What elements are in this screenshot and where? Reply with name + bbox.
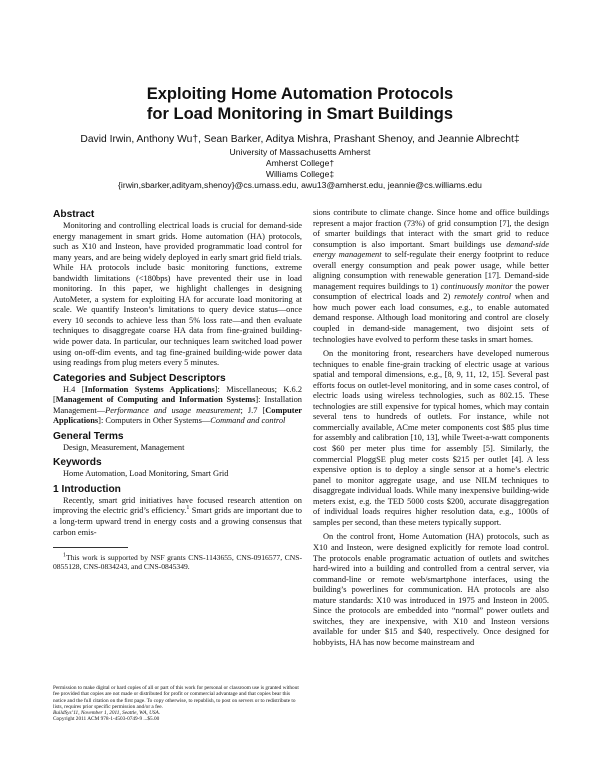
permission-text: Permission to make digital or hard copies of all or part of this work for personal or classroom use is granted without fee provided that copies are not made or distributed for profit or commercial advantage and that copies bear this notice and the full citation on the first page. To copy otherwise, to republish, to post on servers or to redistribute to lists, requires prior specific permission and/or a fee. (53, 685, 299, 710)
descriptors-text: H.4 [Information Systems Applications]: Miscellaneous; K.6.2 [Management of Computing and Information Systems]: Installation Management—Performance and usage measurement; J.7 [Computer Applications]: Computers in Other Systems—Command and control (53, 384, 303, 426)
copyright-line: Copyright 2011 ACM 978-1-4503-0749-9 ...$5.00 (53, 716, 160, 723)
conference-info: BuildSys’11, November 1, 2011, Seattle, WA, USA. (53, 710, 161, 716)
affiliation-williams: Williams College‡ (265, 169, 335, 179)
author-list: David Irwin, Anthony Wu†, Sean Barker, Aditya Mishra, Prashant Shenoy, and Jeannie Albrecht‡ (80, 134, 520, 145)
right-column (313, 208, 549, 648)
abstract-heading: Abstract (53, 209, 95, 220)
footnote-marker: 1 (186, 505, 190, 512)
affiliation-umass: University of Massachusetts Amherst (229, 147, 371, 157)
author-emails: {irwin,sbarker,adityam,shenoy}@cs.umass.edu, awu13@amherst.edu, jeannie@cs.williams.edu (118, 180, 482, 190)
title-line-2: for Load Monitoring in Smart Buildings (146, 105, 454, 123)
right-paragraph-1: sions contribute to climate change. Since home and office buildings represent a major fraction (73%) of grid consumption [7], the design of smarter buildings that interact with the smart grid to reduce consumption is also important. Smart buildings use demand-side energy management to self-regulate their energy footprint to reduce overall energy consumption and peak power usage, while better aligning consumption with renewable generation [17]. Demand-side management requires buildings to 1) continuously monitor the power consumption of electrical loads and 2) remotely control when and how much power each load consumes, e.g., to enable automated demand response. Although load monitoring and control are closely coupled in demand-side management, two disjoint sets of technologies have evolved to perform these tasks in smart homes. (313, 208, 550, 344)
general-terms-heading: General Terms (53, 430, 124, 442)
introduction-heading: 1 Introduction (53, 483, 121, 495)
left-column (53, 208, 302, 572)
paper-title (0, 84, 600, 124)
general-terms-text: Design, Measurement, Management (63, 442, 185, 452)
title-line-1: Exploiting Home Automation Protocols (146, 85, 454, 103)
footnote-rule (53, 547, 128, 548)
affiliation-amherst: Amherst College† (265, 158, 335, 168)
keywords-text: Home Automation, Load Monitoring, Smart Grid (63, 469, 229, 479)
introduction-text: Recently, smart grid initiatives have focused research attention on improving the electric grid’s efficiency.$^1$ Smart grids are important due to a long-term upward trend in energy costs and a growing consensus that carbon emis- (53, 495, 302, 537)
descriptors-heading: Categories and Subject Descriptors (53, 372, 226, 384)
abstract-text: Monitoring and controlling electrical loads is crucial for demand-side energy management in smart grids. Home automation (HA) protocols, such as X10 and Insteon, have provided programmatic load control for many years, and are being widely deployed in early smart grid field trials. While HA protocols include basic monitoring functions, extreme bandwidth limitations (<180bps) have prevented their use in load monitoring. In this paper, we highlight challenges in designing AutoMeter, a system for exploiting HA for accurate load monitoring at scale. We quantify Insteon’s limitations to query device status—once every 10 seconds to achieve less than 5% loss rate—and then evaluate techniques to disaggregate coarse HA data from fine-grained building-wide power data. In particular, our techniques learn switched load power using on-off-dim events, and tag fine-grained building-wide power data using readings from plug meters every 5 minutes. (53, 221, 302, 368)
footnote: $^1$This work is supported by NSF grants CNS-1143655, CNS-0916577, CNS-0855128, CNS-0834243, and CNS-0845349. (53, 552, 302, 572)
permission-notice (53, 685, 302, 723)
right-paragraph-3: On the control front, Home Automation (HA) protocols, such as X10 and Insteon, were designed explicitly for remote load control. The protocols enable programatic actuation of outlets and switches hard-wired into a building and controlled from a central server, via command-line or remote web/smartphone interfaces, using the building’s powerlines for communication. HA protocols are also mature standards: X10 was introduced in 1975 and Insteon in 2005. Since the protocols are embedded into “normal” power outlets and switches, they are inexpensive, with X10 and Insteon versions available for under $15 and $40, respectively. Once designed for hobbyists, HA has now become mainstream and (313, 532, 549, 647)
right-paragraph-2: On the monitoring front, researchers have developed numerous techniques to enable fine-grain tracking of electric usage at various spatial and temporal dimensions, e.g., [8, 9, 11, 12, 15]. Several past efforts focus on outlet-level monitoring, and in some cases control, of electric loads using wireless technologies, such as 802.15. These technologies are still expensive for typical homes, which may contain several tens to hundreds of outlets. For instance, while not commercially available, ACme meter components cost $85 plus time for assembly and calibration [10, 13], while Tweet-a-watt components cost $60 per meter plus time for assembly [5]. Similarly, the commercial PloggSE plug meter costs $215 per outlet [4]. A less expensive option is to deploy a single sensor at a home’s electric panel to monitor aggregate usage, and use NILM techniques to disaggregate individual loads. While many inexpensive building-wide meters exist, e.g. the TED 5000 costs $200, accurate disaggregation of individual loads requires higher resolution data, e.g., 1000s of samples per second, than these meters typically support. (313, 349, 549, 527)
keywords-heading: Keywords (53, 457, 102, 469)
